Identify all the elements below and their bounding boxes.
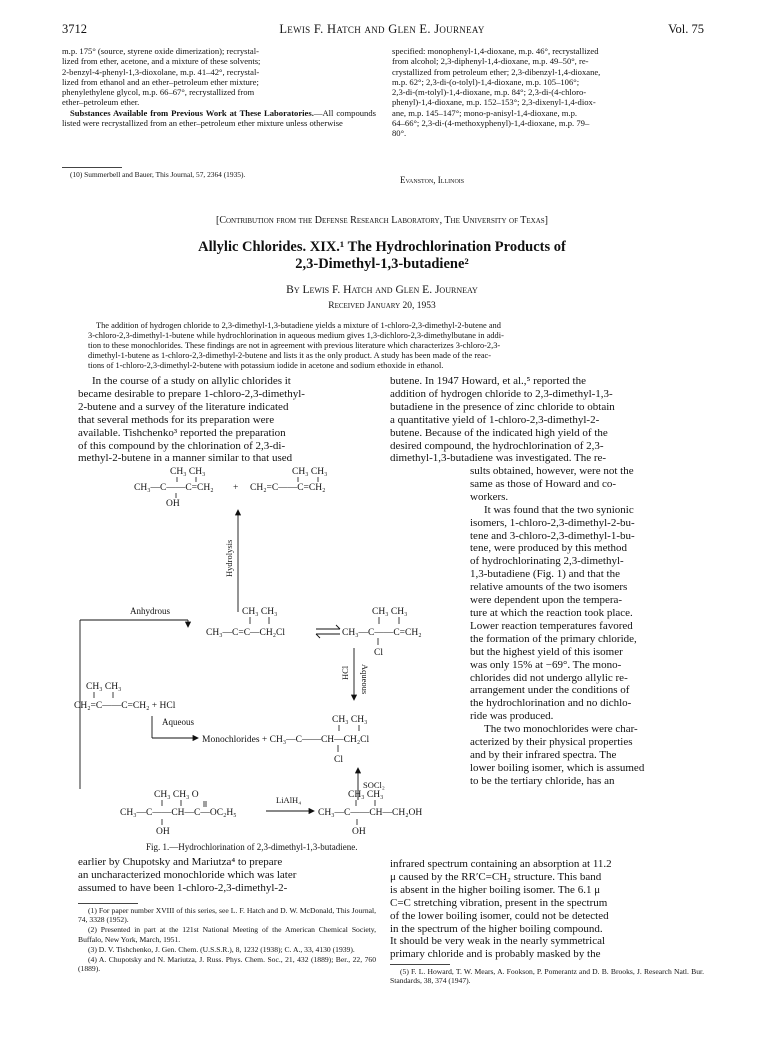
text-line: crystallized from petroleum ether; 2,3-dibenzyl-1,4-dioxane, <box>392 66 601 77</box>
byline: By Lewis F. Hatch and Glen E. Journeay <box>286 284 478 296</box>
text-line: 2,3-di-(m-tolyl)-1,4-dioxane, m.p. 84°; 2,3-di-(4-chloro- <box>392 87 587 98</box>
location: Evanston, Illinois <box>400 175 465 185</box>
contribution-line: [Contribution from the Defense Research Laboratory, The University of Texas] <box>215 215 548 226</box>
substances-text: —All compounds listed were recrystallized from an ether–petroleum ether mixture unless otherwise <box>62 107 376 129</box>
text-line: arrangement under the conditions of <box>470 684 630 697</box>
text-line: chlorides did not undergo allylic re- <box>470 671 628 684</box>
text-line: lized from ether, acetone, and a mixture of these solvents; <box>62 56 261 67</box>
fig-label: OH <box>352 827 366 837</box>
text-line: acterized by their physical properties <box>470 736 633 749</box>
prev-article-right <box>392 46 704 139</box>
text-line: of this compound by the chlorination of 2,3-di- <box>78 439 286 452</box>
text-line: infrared spectrum containing an absorption at 11.2 <box>390 858 612 870</box>
prev-article-left <box>62 46 376 128</box>
fig-label: CH₃—C——C=CH₂ <box>134 483 214 493</box>
text-line: The two monochlorides were char- <box>484 723 638 736</box>
fig-label: Cl <box>334 755 343 765</box>
abstract <box>88 321 704 371</box>
text-line: desired compound, the hydrochlorination of 2,3- <box>390 439 604 452</box>
footnote-rule <box>78 903 138 904</box>
footnote: (2) Presented in part at the 121st National Meeting of the American Chemical Society, Buffalo, New York, March, 1951. <box>78 925 376 944</box>
fig-label: CH₃—C=C—CH₂Cl <box>206 628 286 638</box>
fig-label: CH₃ CH₃ <box>170 467 206 477</box>
fig-label: LiAlH₄ <box>276 795 302 805</box>
text-line: ane, m.p. 145–147°; mono-p-anisyl-1,4-dioxane, m.p. <box>392 107 578 118</box>
body-right-narrow <box>470 465 704 788</box>
text-line: butadiene in the presence of zinc chloride to obtain <box>390 400 615 413</box>
fig-label: Hydrolysis <box>224 539 234 577</box>
fig-label: CH₃ CH₃ <box>242 607 278 617</box>
footnote-rule <box>390 964 450 965</box>
text-line: lower boiling isomer, which is assumed <box>470 761 645 774</box>
text-line: It should be very weak in the nearly symmetrical <box>390 935 606 948</box>
text-line: phenyl)-1,4-dioxane, m.p. 152–153°; 2,3-dixenyl-1,4-diox- <box>392 97 596 108</box>
text-line: m.p. 175° (source, styrene oxide dimerization); recrystal- <box>62 46 259 56</box>
text-line: was only 15% at −69°. The mono- <box>470 658 622 671</box>
text-line: dimethyl-1-butene as 1-chloro-2,3-dimethyl-2-butene and lists it as the only product. A study has been made of the reac- <box>88 351 492 361</box>
text-line: butene. In 1947 Howard, et al.,⁵ reported the <box>390 375 586 387</box>
fig-label: CH₂=C——C=CH₂ <box>250 483 326 493</box>
fig-label: HCl <box>340 665 350 680</box>
body-col2-top <box>390 375 704 465</box>
text-line: primary chloride and is probably masked by the <box>390 948 601 961</box>
running-title: Lewis F. Hatch and Glen E. Journeay <box>279 22 485 36</box>
text-line: tions of 1-chloro-2,3-dimethyl-2-butene with potassium iodide in acetone and sodium ethoxide in ethanol. <box>88 361 444 371</box>
text-line: and by their infrared spectra. The <box>470 748 617 761</box>
text-line: tion to these monochlorides. These findings are not in agreement with previous literature which characterizes 3-chloro-2,3- <box>88 341 501 351</box>
fig-label: CH₃ CH₃ <box>86 682 122 692</box>
text-line: addition of hydrogen chloride to 2,3-dimethyl-1,3- <box>390 387 613 400</box>
volume-label: Vol. 75 <box>668 22 704 36</box>
fig-label: Anhydrous <box>130 606 170 616</box>
text-line: m.p. 62°; 2,3-di-(o-tolyl)-1,4-dioxane, m.p. 105–106°; <box>392 76 580 87</box>
equilibrium-arrow-head <box>336 625 340 629</box>
fig-label: SOCl₂ <box>363 780 385 790</box>
body-col1-bottom <box>78 856 376 895</box>
text-line: tene and 3-chloro-2,3-dimethyl-1-bu- <box>470 529 635 542</box>
fig-label: CH₂=C——C=CH₂ + HCl <box>74 701 176 711</box>
substances-paragraph <box>62 108 376 129</box>
text-line: but the highest yield of this isomer <box>470 645 623 658</box>
text-line: In the course of a study on allylic chlorides it <box>92 375 291 387</box>
text-line: an uncharacterized monochloride which was later <box>78 868 297 881</box>
fig-label: CH₃—C——C=CH₂ <box>342 628 422 638</box>
text-line: dimethyl-1,3-butadiene was investigated. The re- <box>390 452 607 465</box>
fig-label: CH₃ CH₃ <box>348 790 384 800</box>
text-line: a quantitative yield of 1-chloro-2,3-dimethyl-2- <box>390 413 600 426</box>
fig-label: CH₃ CH₃ <box>332 715 368 725</box>
fig-label: Monochlorides + CH₃—C——CH—CH₂Cl <box>202 735 370 745</box>
text-line: that several methods for its preparation were <box>78 413 275 426</box>
text-line: The addition of hydrogen chloride to 2,3-dimethyl-1,3-butadiene yields a mixture of 1-chloro-2,3-dimethyl-2-butene and <box>96 321 501 330</box>
text-line: C=C stretching vibration, present in the spectrum <box>390 896 608 909</box>
fig-label: OH <box>156 827 170 837</box>
fig-label: CH₃ CH₃ <box>292 467 328 477</box>
text-line: earlier by Chupotsky and Mariutza⁴ to prepare <box>78 856 283 868</box>
title-line: Allylic Chlorides. XIX.¹ The Hydrochlorination Products of <box>198 239 566 255</box>
text-line: 1,3-butadiene (Fig. 1) and that the <box>470 568 620 581</box>
text-line: became desirable to prepare 1-chloro-2,3-dimethyl- <box>78 387 305 400</box>
fig-label: CH₃ CH₃ O <box>154 790 199 800</box>
text-line: the formation of the primary chloride, <box>470 632 637 645</box>
text-line: relative amounts of the two isomers <box>470 581 628 594</box>
article-title <box>0 239 764 273</box>
text-line: isomers, 1-chloro-2,3-dimethyl-2-bu- <box>470 516 635 529</box>
text-line: from alcohol; 2,3-diphenyl-1,4-dioxane, m.p. 49–50°, re- <box>392 56 589 67</box>
fig-label: CH₃ CH₃ <box>372 607 408 617</box>
fig-label: CH₃—C——CH—C—OC₂H₅ <box>120 808 237 818</box>
text-line: is absent in the higher boiling isomer. The 6.1 μ <box>390 883 601 896</box>
text-line: specified: monophenyl-1,4-dioxane, m.p. 46°, recrystallized <box>392 46 599 56</box>
text-line: ether–petroleum ether. <box>62 97 140 108</box>
reaction-scheme <box>70 462 470 842</box>
figure-caption: Fig. 1.—Hydrochlorination of 2,3-dimethyl-1,3-butadiene. <box>146 842 358 852</box>
text-line: same as those of Howard and co- <box>470 477 617 490</box>
fig-label: Aqueous <box>162 717 194 727</box>
text-line: to be the tertiary chloride, has an <box>470 774 615 787</box>
text-line: μ caused by the RR′C=CH₂ structure. This band <box>390 870 602 883</box>
text-line: the hydrochlorination and no dichlo- <box>470 697 632 710</box>
text-line: Lower reaction temperatures favored <box>470 619 633 632</box>
body-col2-bottom <box>390 858 704 961</box>
prev-footnote-10: (10) Summerbell and Bauer, This Journal, 57, 2364 (1935). <box>70 170 246 179</box>
fig-label: OH <box>166 499 180 509</box>
text-line: of hydrochlorinating 2,3-dimethyl- <box>470 555 624 568</box>
fig-label: CH₃—C——CH—CH₂OH <box>318 808 423 818</box>
fig-label: Cl <box>374 648 383 658</box>
text-line: available. Tishchenko³ reported the preparation <box>78 426 286 439</box>
text-line: 3-chloro-2,3-dimethyl-1-butene while hydrochlorination in aqueous medium gives 1,3-dichloro-2,3-dimethylbutane in addi- <box>88 331 504 341</box>
fig-label: Aqueous <box>360 664 370 695</box>
text-line: ture at which the reaction took place. <box>470 606 633 619</box>
text-line: were dependent upon the tempera- <box>470 594 623 607</box>
text-line: phenylethylene glycol, m.p. 66–67°, recrystallized from <box>62 87 255 98</box>
footnote: (5) F. L. Howard, T. W. Mears, A. Fookson, P. Pomerantz and D. B. Brooks, J. Research Natl. Bur. Standards, 38, 374 (1947). <box>390 967 704 986</box>
text-line: 2-benzyl-4-phenyl-1,3-dioxolane, m.p. 41–42°, recrystal- <box>62 66 260 77</box>
received-date: Received January 20, 1953 <box>328 301 436 311</box>
text-line: 64–66°; 2,3-di-(4-methoxyphenyl)-1,4-dioxane, m.p. 79– <box>392 118 590 129</box>
body-col1-top <box>78 375 376 465</box>
footnote: (1) For paper number XVIII of this series, see L. F. Hatch and D. W. McDonald, This Journal, 74, 3328 (1952). <box>78 906 376 925</box>
substances-heading: Substances Available from Previous Work at These Laboratories. <box>70 107 314 118</box>
text-line: butene. Because of the indicated high yield of the <box>390 426 608 439</box>
text-line: 2-butene and a survey of the literature indicated <box>78 400 289 413</box>
footnote: (3) D. V. Tishchenko, J. Gen. Chem. (U.S.S.R.), 8, 1232 (1938); C. A., 33, 4130 (1939). <box>88 944 355 954</box>
text-line: lized from ethanol and an ether–petroleum ether mixture; <box>62 76 259 87</box>
fig-label: + <box>233 483 239 493</box>
text-line: ride was produced. <box>470 710 554 723</box>
text-line: methyl-2-butene in a manner similar to that used <box>78 452 293 465</box>
text-line: workers. <box>470 490 509 503</box>
footnotes-right <box>390 967 704 986</box>
title-line: 2,3-Dimethyl-1,3-butadiene² <box>295 256 469 272</box>
text-line: in the spectrum of the higher boiling compound. <box>390 922 603 935</box>
page-number: 3712 <box>62 22 87 36</box>
text-line: tene, were produced by this method <box>470 542 628 555</box>
equilibrium-arrow-head <box>316 634 320 638</box>
text-line: of the lower boiling isomer, could not be detected <box>390 909 609 922</box>
footnote: (4) A. Chupotsky and N. Mariutza, J. Russ. Phys. Chem. Soc., 21, 432 (1889); Ber., 22, 760 (1889). <box>78 955 376 974</box>
footnote-rule <box>62 167 122 168</box>
text-line: sults obtained, however, were not the <box>470 465 634 477</box>
text-line: assumed to have been 1-chloro-2,3-dimethyl-2- <box>78 881 288 894</box>
text-line: It was found that the two synionic <box>484 503 634 516</box>
text-line: 80°. <box>392 128 407 139</box>
footnotes-left <box>78 906 376 974</box>
